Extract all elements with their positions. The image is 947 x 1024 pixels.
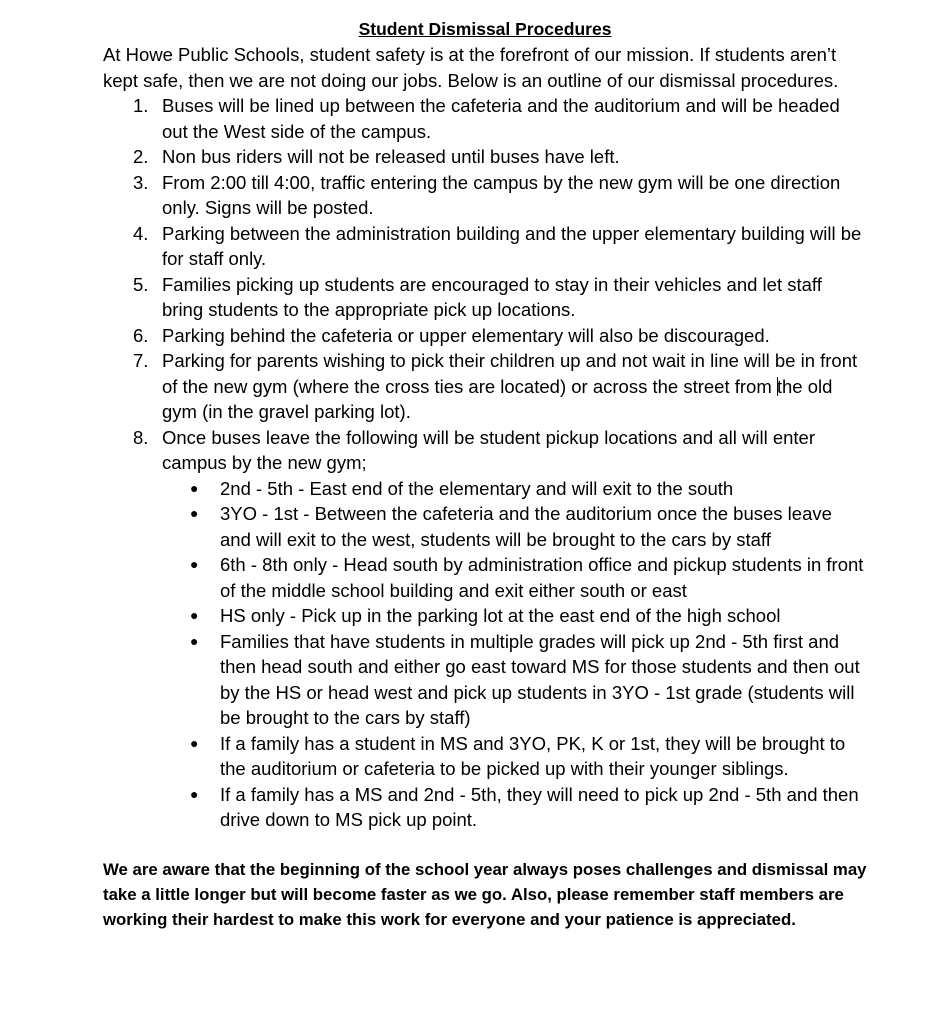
procedure-step (103, 425, 867, 833)
pickup-location-item (162, 603, 867, 629)
pickup-location-item (162, 552, 867, 603)
bullet-icon: ● (190, 632, 199, 649)
procedure-step (103, 144, 867, 170)
step-number: 6. (133, 324, 149, 346)
pickup-location-text: 3YO - 1st - Between the cafeteria and the auditorium once the buses leave and will exit to the west, students will be brought to the cars by staff (220, 503, 832, 550)
pickup-location-item (162, 501, 867, 552)
step-text-part: the old gym (in the gravel parking lot). (162, 375, 833, 422)
intro-paragraph: At Howe Public Schools, student safety is at the forefront of our mission. If students aren’t kept safe, then we are not doing our jobs. Below is an outline of our dismissal procedures. (103, 44, 839, 91)
procedure-step (103, 272, 867, 323)
document-title: Student Dismissal Procedures (358, 19, 612, 39)
procedure-step (103, 93, 867, 144)
pickup-location-text: 6th - 8th only - Head south by administration office and pickup students in front of the middle school building and exit either south or east (220, 554, 864, 601)
pickup-location-item (162, 476, 867, 502)
step-number: 8. (133, 426, 149, 448)
procedure-step (103, 170, 867, 221)
bullet-icon: ● (190, 607, 199, 623)
procedure-step (103, 348, 867, 425)
step-number: 4. (133, 222, 149, 244)
pickup-location-text: HS only - Pick up in the parking lot at the east end of the high school (220, 605, 781, 626)
bullet-icon: ● (190, 479, 199, 496)
step-text: Buses will be lined up between the cafeteria and the auditorium and will be headed out the West side of the campus. (162, 95, 840, 142)
bullet-icon: ● (190, 785, 199, 802)
procedure-list (103, 93, 867, 833)
pickup-location-item (162, 629, 867, 731)
bullet-icon: ● (190, 734, 199, 751)
procedure-step (103, 221, 867, 272)
step-number: 3. (133, 171, 149, 193)
pickup-location-item (162, 731, 867, 782)
step-text[interactable] (162, 350, 857, 422)
closing-paragraph: We are aware that the beginning of the school year always poses challenges and dismissal may take a little longer but will become faster as we go. Also, please remember staff members are working their hardest to make this work for everyone and your patience is appreciated. (103, 859, 867, 929)
pickup-location-text: 2nd - 5th - East end of the elementary and will exit to the south (220, 477, 734, 499)
step-text: Parking between the administration building and the upper elementary building will be for staff only. (162, 222, 862, 269)
bullet-icon: ● (190, 556, 199, 572)
bullet-icon: ● (190, 505, 199, 521)
pickup-location-text: If a family has a MS and 2nd - 5th, they will need to pick up 2nd - 5th and then drive down to MS pick up point. (220, 783, 859, 830)
step-number: 5. (133, 273, 149, 295)
step-text: From 2:00 till 4:00, traffic entering the campus by the new gym will be one direction only. Signs will be posted. (162, 171, 841, 218)
step-number: 2. (133, 146, 149, 167)
step-number: 7. (133, 350, 149, 371)
step-text: Parking behind the cafeteria or upper elementary will also be discouraged. (162, 324, 770, 346)
step-text: Once buses leave the following will be student pickup locations and all will enter campus by the new gym; (162, 426, 816, 473)
pickup-location-list (162, 476, 867, 833)
pickup-location-text: If a family has a student in MS and 3YO, PK, K or 1st, they will be brought to the auditorium or cafeteria to be picked up with their younger siblings. (220, 732, 846, 779)
step-number: 1. (133, 95, 149, 116)
pickup-location-text: Families that have students in multiple grades will pick up 2nd - 5th first and then head south and either go east toward MS for those students and then out by the HS or head west and pick up students in 3YO - 1st grade (students will be brought to the cars by staff) (220, 630, 860, 728)
step-text-part: Parking for parents wishing to pick their children up and not wait in line will be in front of the new gym (where the cross ties are located) or across the street from (162, 350, 858, 397)
step-text: Non bus riders will not be released until buses have left. (162, 146, 620, 167)
step-text: Families picking up students are encouraged to stay in their vehicles and let staff bring students to the appropriate pick up locations. (162, 273, 822, 320)
pickup-location-item (162, 782, 867, 833)
procedure-step (103, 323, 867, 349)
